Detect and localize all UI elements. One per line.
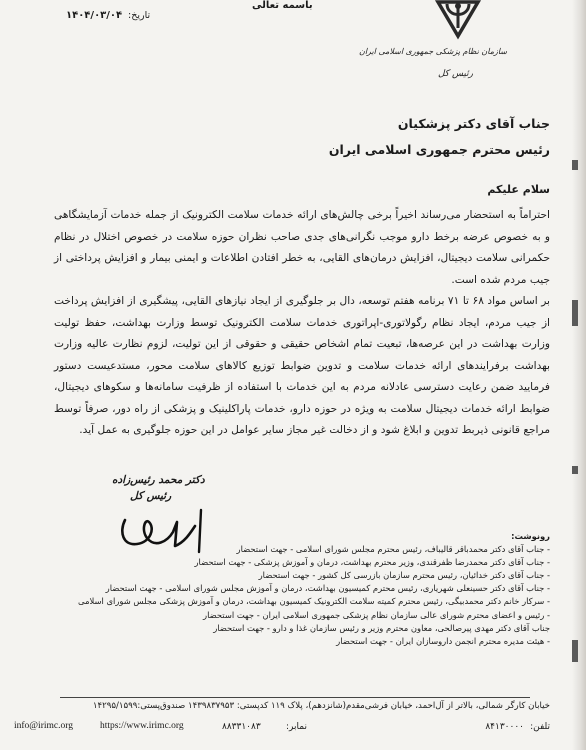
cc-list [78,530,550,648]
addressee-title: رئیس محترم جمهوری اسلامی ایران [328,142,550,157]
org-role: رئیس کل [437,69,473,79]
irimc-logo-icon [432,0,484,38]
cc-item: جناب آقای دکتر مهدی پیرصالحی، معاون محترم وزیر و رئیس سازمان غذا و دارو - جهت استحضار [213,622,550,633]
footer-phone-label: تلفن: [530,722,550,732]
footer-website-link[interactable]: https://www.irimc.org [100,721,184,731]
footer-fax-label: نمابر: [286,722,307,732]
body-paragraph-2-text: بر اساس مواد ۶۸ تا ۷۱ برنامه هفتم توسعه، دال بر جلوگیری از ایجاد نیازهای القایی، پیشگیری از افزایش پرداخت از جیب مردم، ایجاد نظام رگولاتوری-اپراتوری خدمات سلامت الکترونیک توسط وزارت بهداشت، حفظ تولیت وزارت بهداشت در این عرصه‌ها، تبعیت تمام اشخاص حقیقی و حقوقی از این تولیت، لزوم نظارت عالیه وزارت بهداشت برفرایندهای ارائه خدمات سلامت و تدوین ضوابط توزیع کالاهای سلامت محور، مستدعیست دستور فرمایید ضمن رعایت دسترسی عادلانه مردم به این خدمات با استفاده از ظرفیت سامانه‌ها و سکوهای دیجیتال، ضوابط ارائه خدمات دیجیتال سلامت به ویژه در حوزه دارو، خدمات پاراکلینیک و پزشکی از راه دور، صرفاً توسط مراجع قانونی ذیربط تدوین و ابلاغ شود و از دخالت غیر مجاز سایر عوامل در این حوزه جلوگیری به عمل آید. [54,295,550,436]
cc-item: - هیئت مدیره محترم انجمن داروسازان ایران - جهت استحضار [336,635,550,646]
cc-heading: رونوشت: [511,531,550,541]
organization-name-calligraphy [358,40,511,88]
scan-mark [572,640,578,662]
footer-email-link[interactable]: info@irimc.org [14,721,73,731]
body-paragraph-1 [54,205,550,291]
body-paragraph-2 [54,291,550,442]
cc-item: - جناب آقای دکتر محمدباقر قالیباف، رئیس محترم مجلس شورای اسلامی - جهت استحضار [236,544,550,555]
scan-edge [572,0,586,750]
signatory-title: رئیس کل [130,490,172,502]
greeting: سلام علیکم [487,183,550,196]
footer-divider [60,697,530,698]
footer-address: خیابان کارگر شمالی، بالاتر از آل‌احمد، خیابان فرشی‌مقدم(شانزدهم)، پلاک ۱۱۹ کدپستی: ۱۴۳۹۸۳۷۹۵۳ صندوق‌پستی:۱۴۲۹۵/۱۵۹۹ [92,701,550,711]
cc-item: - رئیس و اعضای محترم شورای عالی سازمان نظام پزشکی جمهوری اسلامی ایران - جهت استحضار [203,609,550,620]
footer-fax: ۸۸۳۳۱۰۸۳ [222,722,261,732]
cc-item: - جناب آقای دکتر خدائیان، رئیس محترم سازمان بازرسی کل کشور - جهت استحضار [258,570,550,581]
date-value: ۱۴۰۴/۰۳/۰۴ [66,10,123,21]
addressee-name: جناب آقای دکتر پزشکیان [397,116,550,131]
signatory-name: دکتر محمد رئیس‌زاده [112,474,205,486]
cc-item: - سرکار خانم دکتر محمدبیگی، رئیس محترم کمیته سلامت الکترونیک کمیسیون بهداشت، درمان و آموزش پزشکی مجلس شورای اسلامی [77,596,550,607]
cc-item: - جناب آقای دکتر محمدرضا ظفرقندی، وزیر محترم بهداشت، درمان و آموزش پزشکی - جهت استحضار [194,557,550,568]
scan-mark [572,300,578,326]
footer-phone: ۸۴۱۳۰۰۰۰ [485,722,524,732]
scan-mark [572,160,578,170]
body-paragraph-1-text: احتراماً به استحضار می‌رساند اخیراً برخی چالش‌های ارائه خدمات سلامت الکترونیک از جمله خدمات آزمایشگاهی و به خصوص عرضه برخط دارو موجب نگرانی‌های جدی صاحب نظران حوزه سلامت در خصوص اختلال در نظام حکمرانی سلامت دیجیتال، افزایش درمان‌های القایی، به خطر افتادن اطلاعات و ایمنی بیمار و افزایش پرداختی از جیب مردم شده است. [54,209,550,286]
scan-mark [572,466,578,474]
date-label: تاریخ: [128,10,151,21]
cc-item: - جناب آقای دکتر حسینعلی شهریاری، رئیس محترم کمیسیون بهداشت، درمان و آموزش مجلس شورای اسلامی - جهت استحضار [105,583,550,594]
invocation: باسمه تعالی [252,0,313,11]
org-name: سازمان نظام پزشکی جمهوری اسلامی ایران [358,47,507,56]
